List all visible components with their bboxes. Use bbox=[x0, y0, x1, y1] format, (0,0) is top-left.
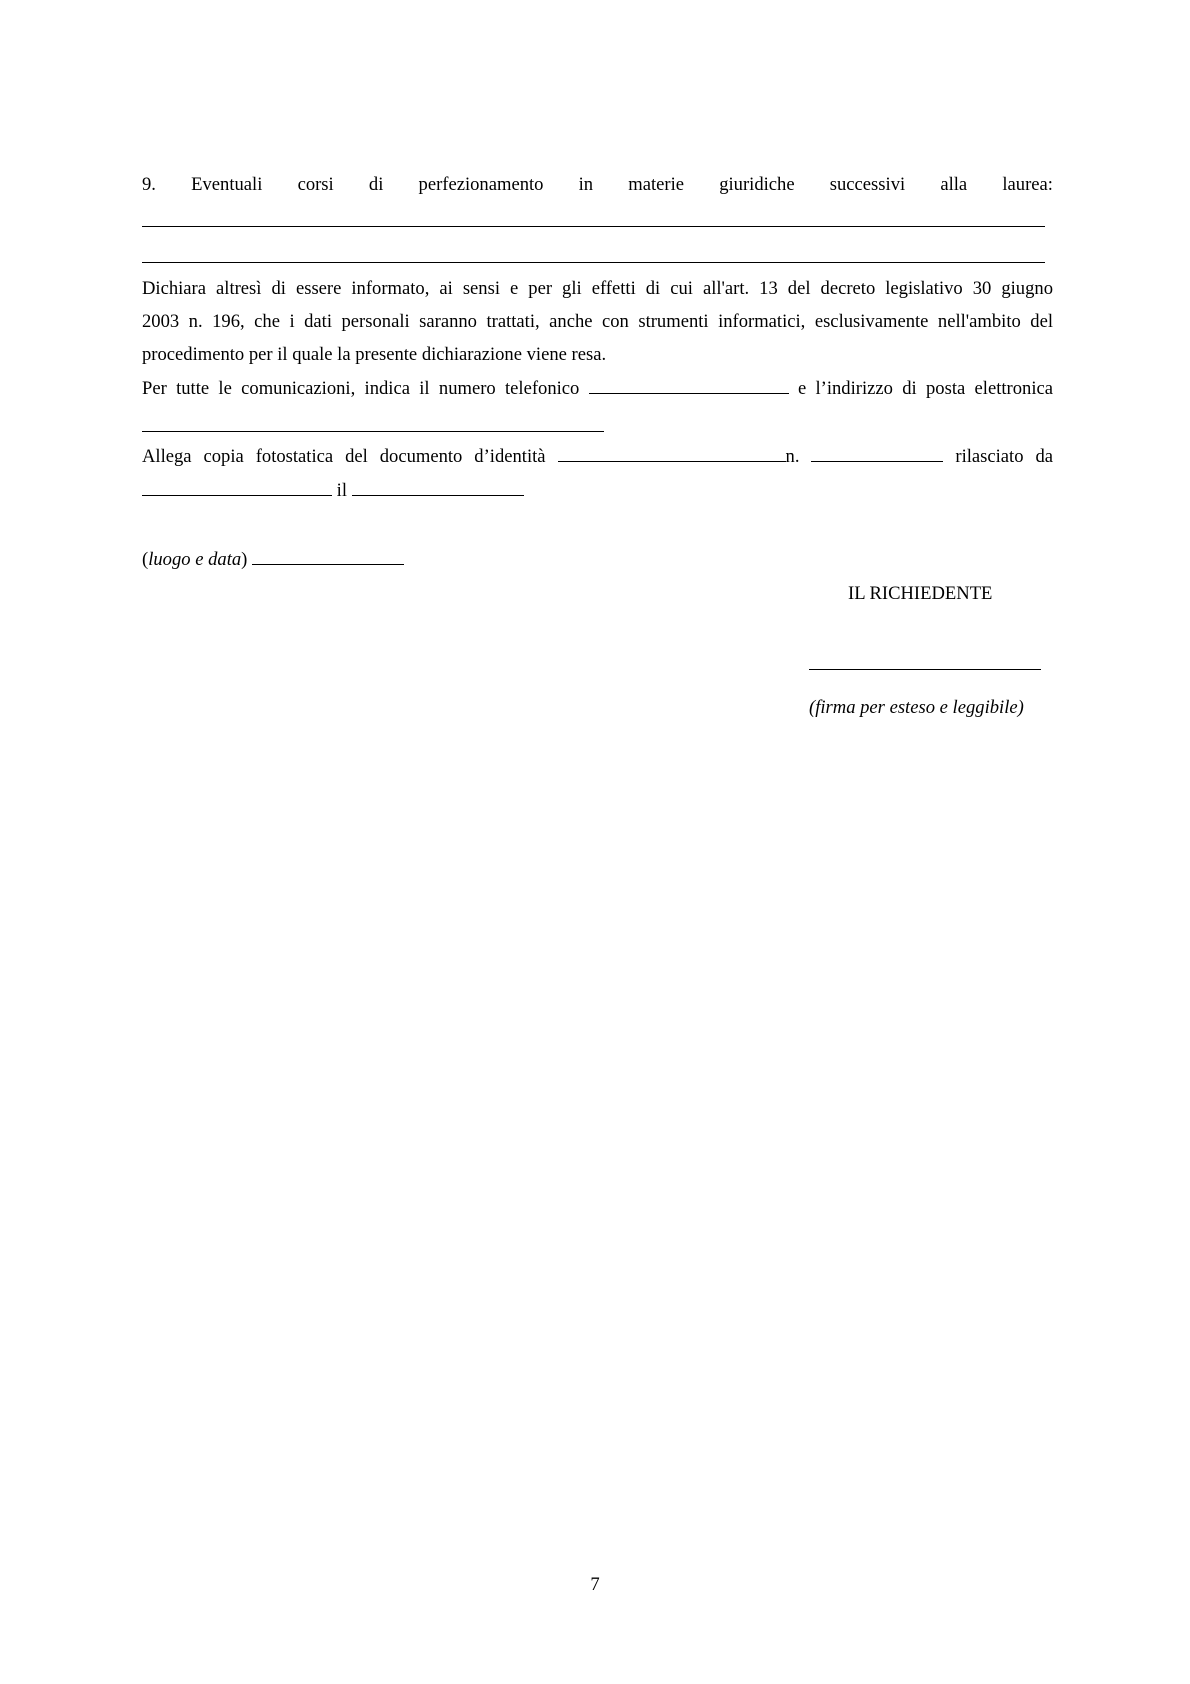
contacts-prefix: Per tutte le comunicazioni, indica il numero telefonico bbox=[142, 378, 580, 399]
signature-note: (firma per esteso e leggibile) bbox=[809, 697, 1024, 718]
contacts-line bbox=[142, 378, 1053, 400]
place-date-label: luogo e data bbox=[148, 549, 242, 570]
place-date-line bbox=[142, 549, 404, 571]
applicant-title: IL RICHIEDENTE bbox=[848, 583, 993, 604]
issuer-field[interactable] bbox=[142, 480, 332, 496]
issue-date-label: il bbox=[336, 480, 347, 501]
section-word: materie bbox=[628, 174, 685, 195]
identity-prefix: Allega copia fotostatica del documento d’identità bbox=[142, 446, 546, 467]
section-number: 9. bbox=[142, 174, 156, 195]
privacy-line-3: procedimento per il quale la presente dichiarazione viene resa. bbox=[142, 344, 607, 365]
document-type-field[interactable] bbox=[558, 446, 786, 462]
section-word: successivi bbox=[829, 174, 906, 195]
section-word: giuridiche bbox=[719, 174, 795, 195]
signature-line[interactable] bbox=[809, 669, 1041, 670]
section-word: perfezionamento bbox=[418, 174, 544, 195]
section-word: corsi bbox=[297, 174, 334, 195]
issue-date-field[interactable] bbox=[352, 480, 524, 496]
privacy-line-2: 2003 n. 196, che i dati personali saranno trattati, anche con strumenti informatici, esclusivamente nell'ambito del bbox=[142, 311, 1053, 332]
privacy-line-1: Dichiara altresì di essere informato, ai sensi e per gli effetti di cui all'art. 13 del decreto legislativo 30 giugno bbox=[142, 278, 1053, 299]
page-content bbox=[142, 0, 1053, 1684]
issued-by-label: rilasciato da bbox=[955, 446, 1054, 467]
paren-open: ( bbox=[142, 549, 149, 570]
document-number-label: n. bbox=[785, 446, 800, 467]
issue-line bbox=[142, 480, 524, 502]
contacts-middle: e l’indirizzo di posta elettronica bbox=[797, 378, 1053, 399]
section-word: alla bbox=[940, 174, 968, 195]
document-number-field[interactable] bbox=[811, 446, 943, 462]
page-number: 7 bbox=[590, 1574, 600, 1595]
section-word: Eventuali bbox=[191, 174, 263, 195]
section-word: laurea: bbox=[1002, 174, 1053, 195]
section-9-line bbox=[142, 174, 1053, 196]
place-date-field[interactable] bbox=[252, 549, 404, 565]
email-field[interactable] bbox=[142, 431, 604, 432]
paren-close: ) bbox=[241, 549, 248, 570]
phone-field[interactable] bbox=[589, 378, 789, 394]
courses-answer-line-1[interactable] bbox=[142, 226, 1045, 227]
identity-line bbox=[142, 446, 1053, 468]
section-word: in bbox=[578, 174, 594, 195]
section-word: di bbox=[368, 174, 384, 195]
courses-answer-line-2[interactable] bbox=[142, 262, 1045, 263]
